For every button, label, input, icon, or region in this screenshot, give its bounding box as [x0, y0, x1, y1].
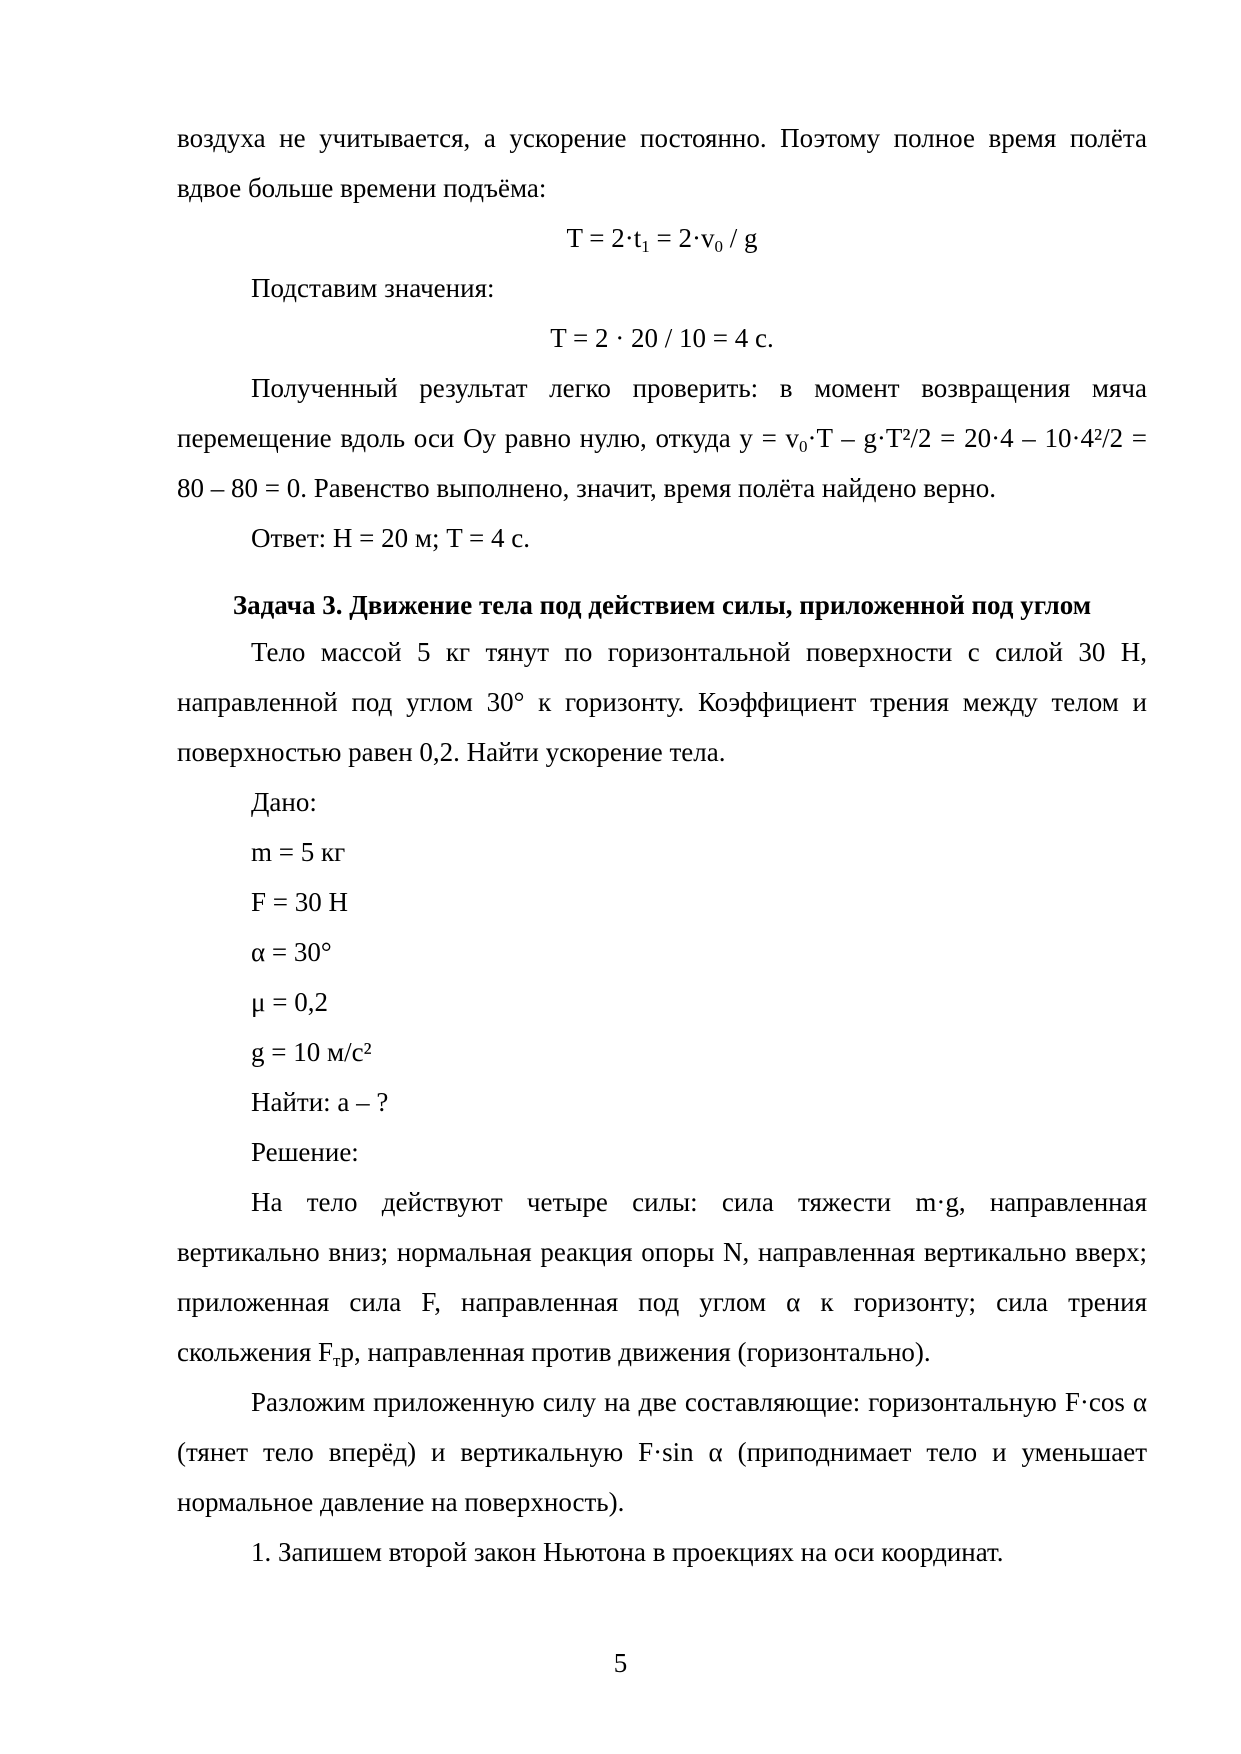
formula-substituted: T = 2 · 20 / 10 = 4 с.	[550, 323, 774, 353]
subscript: 0	[714, 237, 723, 256]
given-item: F = 30 Н	[251, 887, 348, 917]
paragraph-answer: Ответ: H = 20 м; T = 4 с.	[251, 523, 530, 553]
paragraph-step-1: 1. Запишем второй закон Ньютона в проекциях на оси координат.	[251, 1537, 1004, 1567]
section-heading: Задача 3. Движение тела под действием силы, приложенной под углом	[232, 590, 1092, 620]
subscript: т	[333, 1351, 341, 1370]
given-item: m = 5 кг	[251, 837, 346, 867]
find-line: Найти: a – ?	[251, 1087, 389, 1117]
solution-label: Решение:	[251, 1137, 359, 1167]
text-part: ·T – g·T²/2 = 20·4 – 10·4²/2 = 80 – 80 = 0. Равенство выполнено, значит, время полёта найдено верно.	[177, 423, 1147, 503]
text-part: р, направленная против движения (горизонтально).	[340, 1337, 931, 1367]
paragraph-substitute: Подставим значения:	[251, 273, 495, 303]
text-part: Полученный результат легко проверить: в момент возвращения мяча перемещение вдоль оси Oy равно нулю, откуда y = v	[177, 373, 1147, 453]
subscript: 0	[799, 437, 808, 456]
given-item: α = 30°	[251, 937, 332, 967]
formula-part: T = 2·t	[566, 223, 642, 253]
subscript: 1	[641, 237, 650, 256]
paragraph-problem: Тело массой 5 кг тянут по горизонтальной поверхности с силой 30 Н, направленной под углом 30° к горизонту. Коэффициент трения между телом и поверхностью равен 0,2. Найти ускорение тела.	[177, 637, 1147, 767]
page-number: 5	[613, 1648, 628, 1678]
formula-part: / g	[722, 223, 758, 253]
text-part: На тело действуют четыре силы: сила тяжести m·g, направленная вертикально вниз; нормальная реакция опоры N, направленная вертикально вверх; приложенная сила F, направленная под углом α к горизонту; сила трения скольжения F	[177, 1187, 1147, 1367]
paragraph-check	[177, 363, 1147, 513]
document-page	[177, 113, 1147, 1577]
given-item: μ = 0,2	[251, 987, 328, 1017]
formula-part: = 2·v	[649, 223, 715, 253]
given-label: Дано:	[251, 787, 317, 817]
given-item: g = 10 м/с²	[251, 1037, 372, 1067]
paragraph-forces	[177, 1177, 1147, 1377]
formula-total-time	[177, 213, 1147, 263]
paragraph-intro: воздуха не учитывается, а ускорение постоянно. Поэтому полное время полёта вдвое больше времени подъёма:	[177, 123, 1147, 203]
paragraph-decompose: Разложим приложенную силу на две составляющие: горизонтальную F·cos α (тянет тело вперёд) и вертикальную F·sin α (приподнимает тело и уменьшает нормальное давление на поверхность).	[177, 1387, 1147, 1517]
